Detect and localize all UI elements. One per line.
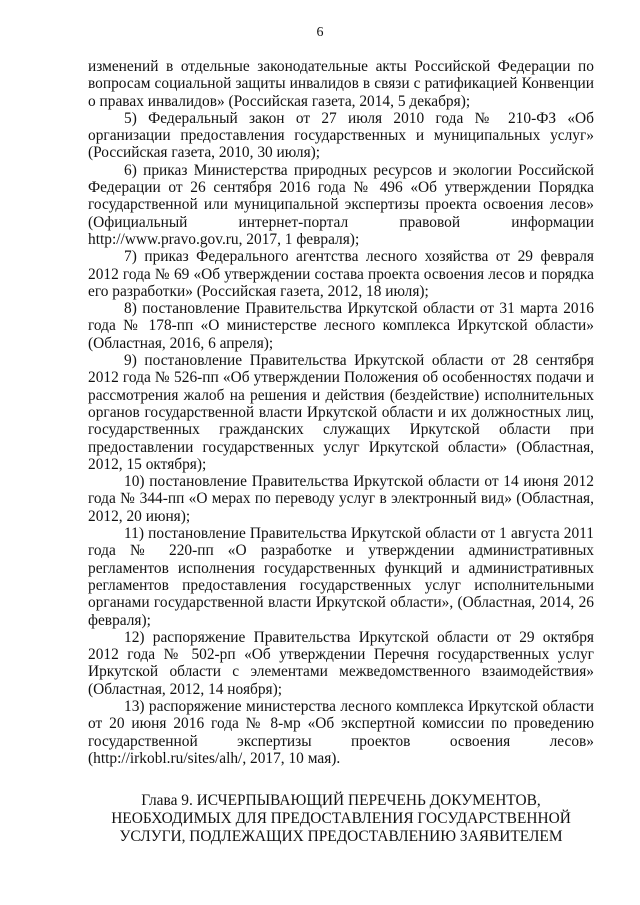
list-item-12: 12) распоряжение Правительства Иркутской области от 29 октября 2012 года № 502-рп «Об утверждении Перечня государственных услуг Иркутской области с элементами межведомственного взаимодействия» (Областная, 2012, 14 ноября); <box>88 628 594 698</box>
page-number: 6 <box>316 25 324 40</box>
chapter-heading: Глава 9. ИСЧЕРПЫВАЮЩИЙ ПЕРЕЧЕНЬ ДОКУМЕНТОВ, НЕОБХОДИМЫХ ДЛЯ ПРЕДОСТАВЛЕНИЯ ГОСУДАРСТВЕННОЙ УСЛУГИ, ПОДЛЕЖАЩИХ ПРЕДОСТАВЛЕНИЮ ЗАЯВИТЕЛЕМ <box>111 792 571 845</box>
list-item-5: 5) Федеральный закон от 27 июля 2010 года № 210-ФЗ «Об организации предоставления государственных и муниципальных услуг» (Российская газета, 2010, 30 июля); <box>88 109 594 162</box>
list-item-10: 10) постановление Правительства Иркутской области от 14 июня 2012 года № 344-пп «О мерах по переводу услуг в электронный вид» (Областная, 2012, 20 июня); <box>88 473 594 525</box>
list-item-6: 6) приказ Министерства природных ресурсов и экологии Российской Федерации от 26 сентября 2016 года № 496 «Об утверждении Порядка государственной или муниципальной экспертизы проекта освоения лесов» (Официальный интернет-портал правовой информации http://www.pravo.gov.ru, 2017, 1 февраля); <box>88 161 594 248</box>
list-item-13: 13) распоряжение министерства лесного комплекса Иркутской области от 20 июня 2016 года № 8-мр «Об экспертной комиссии по проведению государственной экспертизы проектов освоения лесов» (http://irkobl.ru/sites/alh/, 2017, 10 мая). <box>88 697 594 767</box>
list-item-7: 7) приказ Федерального агентства лесного хозяйства от 29 февраля 2012 года № 69 «Об утверждении состава проекта освоения лесов и порядка его разработки» (Российская газета, 2012, 18 июля); <box>88 248 594 300</box>
list-item-11: 11) постановление Правительства Иркутской области от 1 августа 2011 года № 220-пп «О разработке и утверждении административных регламентов исполнения государственных функций и административных регламентов предоставления государственных услуг исполнительными органами государственной власти Иркутской области», (Областная, 2014, 26 февраля); <box>88 525 594 629</box>
list-item-9: 9) постановление Правительства Иркутской области от 28 сентября 2012 года № 526-пп «Об утверждении Положения об особенностях подачи и рассмотрения жалоб на решения и действия (бездействие) исполнительных органов государственной власти Иркутской области и их должностных лиц, государственных гражданских служащих Иркутской области при предоставлении государственных услуг Иркутской области» (Областная, 2012, 15 октября); <box>88 352 594 473</box>
document-body <box>88 58 594 767</box>
list-item-8: 8) постановление Правительства Иркутской области от 31 марта 2016 года № 178-пп «О министерстве лесного комплекса Иркутской области» (Областная, 2016, 6 апреля); <box>88 300 594 352</box>
paragraph-continuation: изменений в отдельные законодательные акты Российской Федерации по вопросам социальной защиты инвалидов в связи с ратификацией Конвенции о правах инвалидов» (Российская газета, 2014, 5 декабря); <box>88 58 594 110</box>
